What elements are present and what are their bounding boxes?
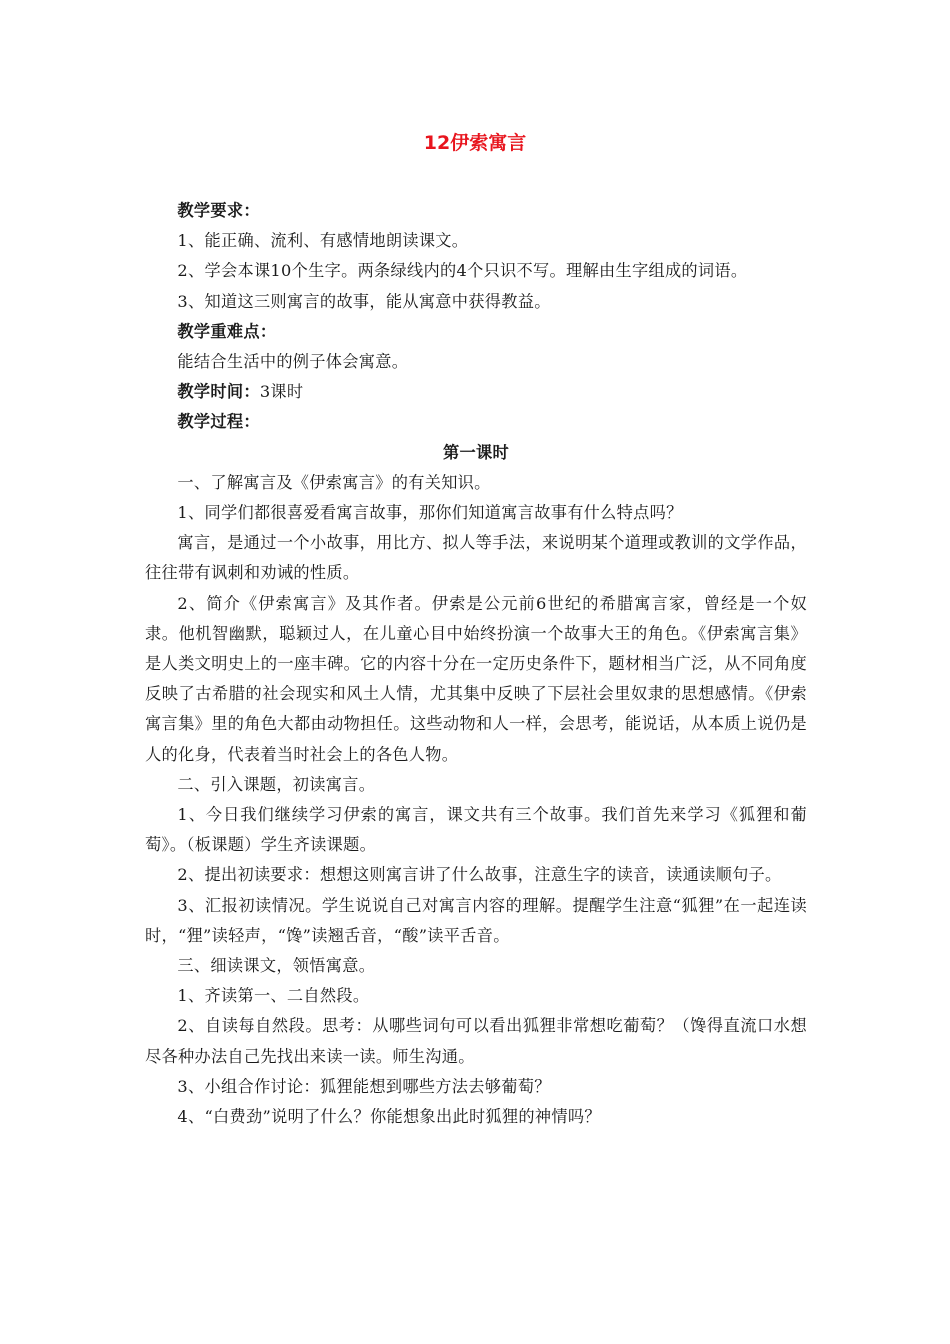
paragraph: 1、齐读第一、二自然段。 [177, 986, 370, 1006]
teaching-time [145, 377, 807, 407]
section-heading-requirements: 教学要求： [177, 201, 260, 220]
lesson-heading: 第一课时 [443, 442, 509, 462]
paragraph: 2、提出初读要求：想想这则寓言讲了什么故事，注意生字的读音，读通读顺句子。 [177, 865, 782, 885]
paragraph: 一、了解寓言及《伊索寓言》的有关知识。 [177, 472, 491, 492]
paragraph: 寓言，是通过一个小故事，用比方、拟人等手法，来说明某个道理或教训的文学作品，往往带有讽刺和劝诫的性质。 [145, 533, 807, 583]
paragraph: 3、小组合作讨论：狐狸能想到哪些方法去够葡萄？ [177, 1076, 551, 1096]
requirement-item: 2、学会本课10个生字。两条绿线内的4个只识不写。理解由生字组成的词语。 [177, 261, 748, 281]
paragraph: 二、引入课题，初读寓言。 [177, 774, 376, 794]
section-heading-process: 教学过程： [177, 412, 260, 432]
paragraph: 3、汇报初读情况。学生说说自己对寓言内容的理解。提醒学生注意“狐狸”在一起连读时，“狸”读轻声，“馋”读翘舌音，“酸”读平舌音。 [145, 895, 807, 945]
paragraph: 2、自读每自然段。思考：从哪些词句可以看出狐狸非常想吃葡萄？（馋得直流口水想尽各种办法自己先找出来读一读。师生沟通。 [145, 1016, 807, 1066]
paragraph: 1、同学们都很喜爱看寓言故事，那你们知道寓言故事有什么特点吗？ [177, 503, 683, 523]
document-body [145, 196, 807, 1132]
section-heading-key-points: 教学重难点： [177, 321, 277, 341]
paragraph: 2、简介《伊索寓言》及其作者。伊索是公元前6世纪的希腊寓言家，曾经是一个奴隶。他机智幽默，聪颖过人，在儿童心目中始终扮演一个故事大王的角色。《伊索寓言集》是人类文明史上的一座丰碑。它的内容十分在一定历史条件下，题材相当广泛，从不同角度反映了古希腊的社会现实和风土人情，尤其集中反映了下层社会里奴隶的思想感情。《伊索寓言集》里的角色大都由动物担任。这些动物和人一样，会思考，能说话，从本质上说仍是人的化身，代表着当时社会上的各色人物。 [145, 593, 807, 764]
teaching-time-value: 3课时 [259, 382, 304, 402]
paragraph: 4、“白费劲”说明了什么？你能想象出此时狐狸的神情吗？ [177, 1107, 601, 1127]
document-title: 12伊索寓言 [423, 132, 527, 154]
key-points-text: 能结合生活中的例子体会寓意。 [177, 352, 409, 372]
paragraph: 1、今日我们继续学习伊索的寓言，课文共有三个故事。我们首先来学习《狐狸和葡萄》。（板课题）学生齐读课题。 [145, 805, 807, 855]
requirement-item: 1、能正确、流利、有感情地朗读课文。 [177, 231, 469, 251]
requirement-item: 3、知道这三则寓言的故事，能从寓意中获得教益。 [177, 291, 551, 311]
paragraph: 三、细读课文，领悟寓意。 [177, 956, 376, 976]
teaching-time-label: 教学时间： [177, 382, 260, 402]
